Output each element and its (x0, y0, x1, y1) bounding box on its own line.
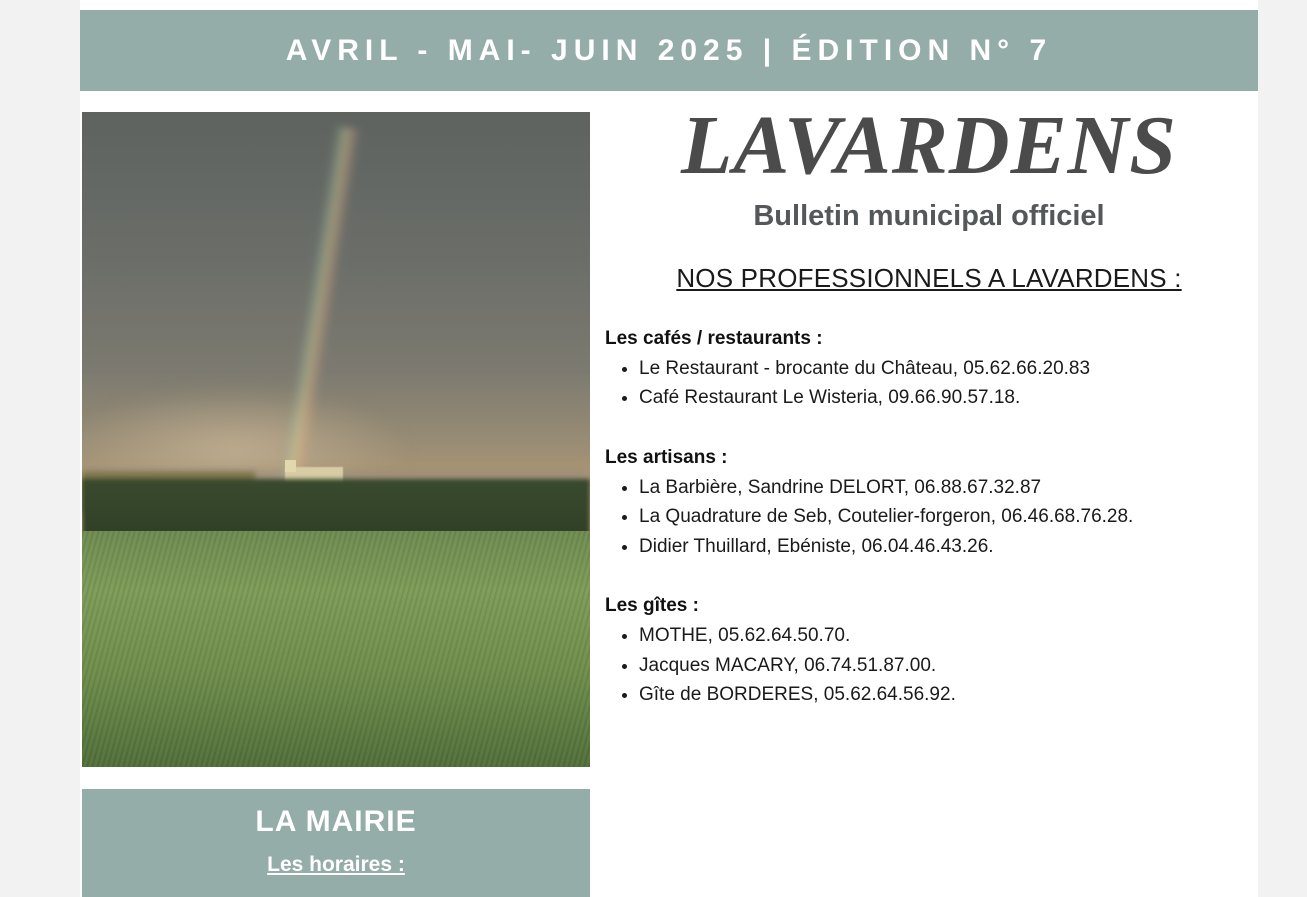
left-column (82, 112, 590, 767)
photo-grass-texture (82, 531, 590, 767)
category-label-restaurants: Les cafés / restaurants : (605, 328, 823, 349)
list-item: • Gîte de BORDERES, 05.62.64.56.92. (639, 680, 1253, 709)
list-item: • Le Restaurant - brocante du Château, 05.62.66.20.83 (639, 354, 1253, 383)
professionals-heading: NOS PROFESSIONNELS A LAVARDENS : (676, 263, 1182, 293)
photo-castle-tower (285, 460, 296, 472)
issue-banner (80, 10, 1258, 91)
category-label-gites: Les gîtes : (605, 595, 699, 617)
list-item: • MOTHE, 05.62.64.50.70. (639, 621, 1253, 650)
list-item: • La Barbière, Sandrine DELORT, 06.88.67.32.87 (639, 473, 1253, 502)
list-item: • Café Restaurant Le Wisteria, 09.66.90.57.18. (639, 383, 1253, 412)
issue-banner-text: AVRIL - MAI- JUIN 2025 | ÉDITION N° 7 (285, 33, 1053, 67)
right-column (605, 99, 1253, 710)
newsletter-page (80, 0, 1258, 897)
mairie-hours-label: Les horaires : (267, 853, 405, 876)
list-gites (605, 621, 1253, 709)
list-item: • Jacques MACARY, 06.74.51.87.00. (639, 651, 1253, 680)
list-item: • Didier Thuillard, Ebéniste, 06.04.46.43.26. (639, 532, 1253, 561)
mairie-title: LA MAIRIE (255, 805, 417, 838)
cover-photo (82, 112, 590, 767)
mairie-block (82, 789, 590, 897)
page-title: LAVARDENS (680, 99, 1178, 192)
list-item: • La Quadrature de Seb, Coutelier-forgeron, 06.46.68.76.28. (639, 502, 1253, 531)
category-label-artisans: Les artisans : (605, 446, 728, 468)
list-artisans (605, 473, 1253, 561)
page-subtitle: Bulletin municipal officiel (753, 200, 1105, 232)
list-restaurants (605, 354, 1253, 413)
